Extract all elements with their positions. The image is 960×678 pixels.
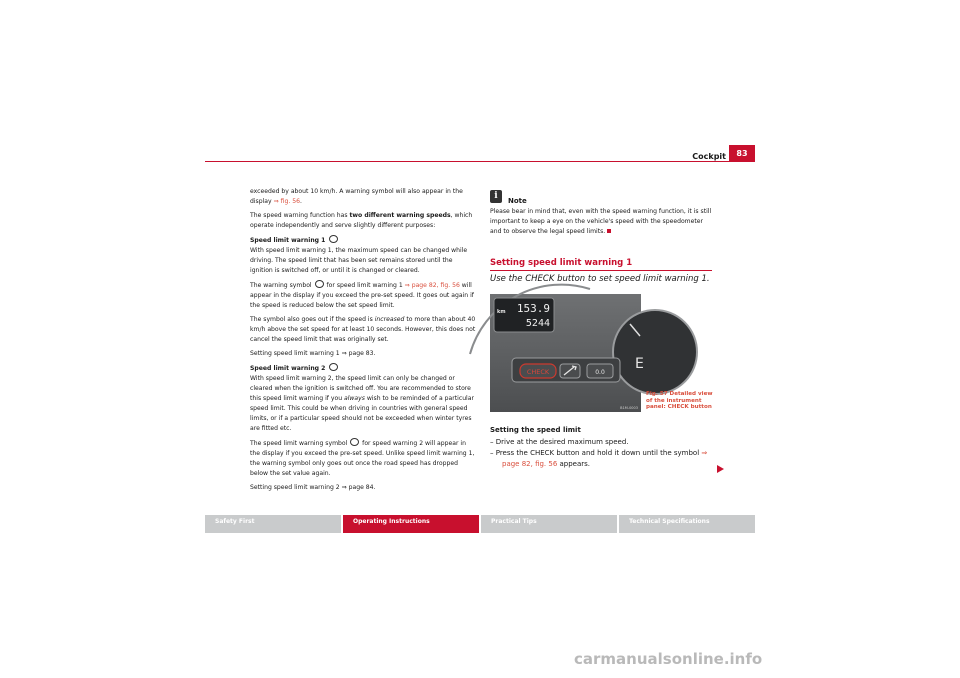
section-rule: [490, 270, 712, 271]
tab-safety-first[interactable]: Safety First: [205, 515, 341, 533]
paragraph: Setting speed limit warning 2 ⇒ page 84.: [250, 484, 376, 491]
tab-operating-instructions[interactable]: Operating Instructions: [343, 515, 479, 533]
svg-text:E: E: [635, 356, 644, 372]
header-rule: [205, 161, 755, 162]
speed-warning-2-icon: [329, 363, 338, 371]
procedure: [490, 425, 716, 469]
info-note-icon: [490, 190, 502, 203]
trip-reading: 153.9: [516, 302, 550, 315]
section-end-marker: [607, 229, 611, 233]
procedure-step: – Press the CHECK button and hold it down until the symbol ⇒ page 82, fig. 56 appears.: [490, 449, 708, 468]
procedure-step: – Drive at the desired maximum speed.: [490, 437, 629, 446]
figure-code: B1M-0003: [620, 406, 638, 410]
paragraph: With speed limit warning 2, the speed limit can only be changed or cleared when the ignition is switched off. You are recommended to store this speed limit warning if you always wish to be reminded of a particular speed limit. This could be when driving in countries with general speed limits, or if a particular speed should not be exceeded when winter tyres are fitted etc.: [250, 375, 474, 432]
paragraph: The speed warning function has two different warning speeds, which operate independently and serve slightly different purposes:: [250, 212, 473, 229]
footer-navigation: [205, 515, 755, 533]
tab-technical-specifications[interactable]: Technical Specifications: [619, 515, 755, 533]
total-reading: 5244: [525, 318, 550, 329]
continue-arrow-icon: [717, 465, 724, 473]
procedure-title: Setting the speed limit: [490, 426, 581, 434]
paragraph: Setting speed limit warning 1 ⇒ page 83.: [250, 350, 376, 357]
running-header-title: Cockpit: [692, 152, 726, 161]
cross-reference-link[interactable]: ⇒ page 82, fig. 56: [502, 449, 708, 468]
service-button[interactable]: [560, 364, 580, 378]
speed-warning-icon: [350, 438, 359, 446]
subheading: Speed limit warning 1: [250, 235, 476, 246]
subheading: Speed limit warning 2: [250, 363, 476, 374]
speed-warning-1-icon: [329, 235, 338, 243]
tab-practical-tips[interactable]: Practical Tips: [481, 515, 617, 533]
note-body: Please bear in mind that, even with the speed warning function, it is still important to keep a eye on the vehicle's speed with the speedometer and to observe the legal speed limits.: [490, 208, 712, 235]
note-title: Note: [508, 197, 527, 205]
section-subheading: Use the CHECK button to set speed limit warning 1.: [490, 274, 710, 284]
unit-label: km: [497, 309, 506, 315]
gauge-dial: [613, 310, 697, 394]
paragraph: The warning symbol for speed limit warning 1 ⇒ page 82, fig. 56 will appear in the display if you exceed the pre-set speed. It goes out again if the speed is reduced below the set speed limit.: [250, 282, 474, 309]
paragraph: The speed limit warning symbol for speed warning 2 will appear in the display if you exceed the pre-set speed. Unlike speed limit warning 1, the warning symbol only goes out once the road speed has dropped below the set value again.: [250, 440, 475, 477]
paragraph: With speed limit warning 1, the maximum speed can be changed while driving. The speed limit that has been set remains stored until the ignition is switched off, or until it is changed or cleared.: [250, 247, 468, 274]
page-number-badge: 83: [729, 145, 755, 161]
figure-caption: Fig. 57 Detailed view of the instrument panel: CHECK button: [646, 391, 713, 410]
left-text-column: [250, 187, 476, 493]
paragraph: exceeded by about 10 km/h. A warning symbol will also appear in the display ⇒ fig. 56.: [250, 188, 463, 205]
cross-reference-link[interactable]: ⇒ fig. 56: [273, 198, 300, 205]
speed-warning-icon: [315, 280, 324, 288]
instrument-panel-figure: [490, 294, 644, 412]
check-button[interactable]: [520, 364, 556, 378]
check-button-label: CHECK: [526, 368, 550, 376]
section-heading: Setting speed limit warning 1: [490, 258, 633, 268]
trip-reset-label: 0.0: [595, 369, 605, 376]
paragraph: The symbol also goes out if the speed is increased to more than about 40 km/h above the set speed for at least 10 seconds. However, this does not cancel the speed limit that was originally set.: [250, 316, 476, 343]
watermark: carmanualsonline.info: [574, 650, 763, 668]
trip-reset-button[interactable]: [587, 364, 613, 378]
cross-reference-link[interactable]: ⇒ page 82, fig. 56: [404, 282, 460, 289]
instrument-panel-illustration: [490, 294, 644, 412]
